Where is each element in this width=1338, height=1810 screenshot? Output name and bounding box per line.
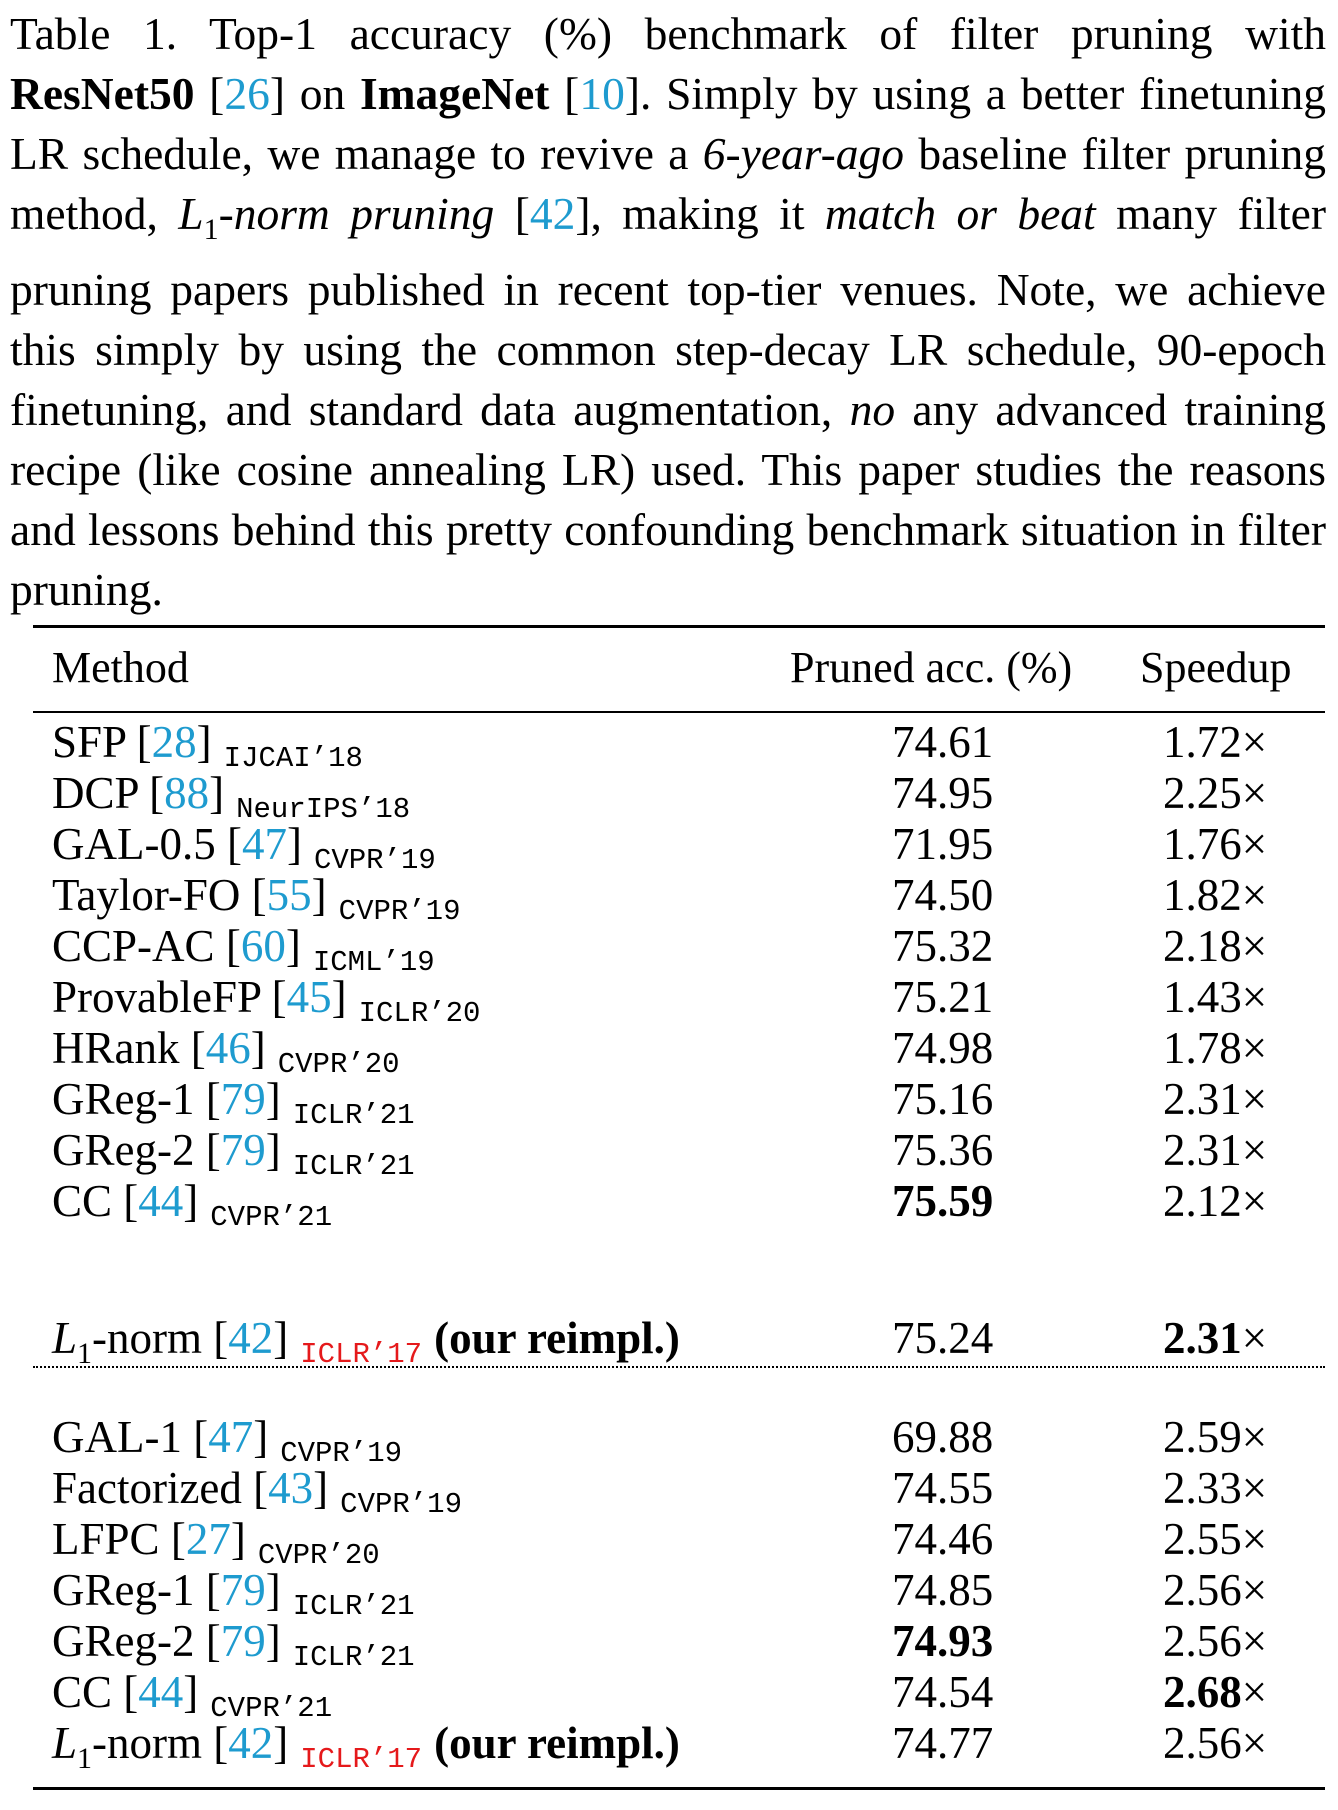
venue-label: CVPR’19	[340, 1488, 462, 1521]
acc-cell: 71.95	[892, 819, 994, 869]
method-cell: GReg-1 [79] $_{ICLR’21}$	[52, 1074, 415, 1132]
table-row-ours-2	[0, 1714, 1338, 1776]
citation-link[interactable]: 79	[220, 1074, 266, 1124]
venue-label: CVPR’20	[257, 1539, 380, 1572]
acc-cell: 74.50	[892, 870, 994, 920]
table-row	[0, 1172, 1338, 1234]
method-cell: LFPC [27] $_{CVPR’20}$	[52, 1514, 380, 1572]
method-cell: GReg-2 [79] $_{ICLR’21}$	[52, 1125, 415, 1183]
table-bottom-rule	[33, 1787, 1325, 1790]
citation-link[interactable]: 27	[185, 1514, 231, 1564]
table-row	[0, 815, 1338, 877]
speedup-cell: 1.82×	[1163, 870, 1268, 920]
header-pruned-acc: Pruned acc. (%)	[790, 643, 1073, 692]
acc-cell: 75.32	[892, 921, 994, 971]
venue-label: ICLR’17	[300, 1743, 423, 1776]
citation-link[interactable]: 28	[151, 717, 197, 767]
caption-l1-norm: $L_1$-norm pruning	[178, 188, 495, 247]
table-row	[0, 713, 1338, 775]
speedup-cell: 2.68×	[1163, 1667, 1268, 1717]
method-cell: CC [44] $_{CVPR’21}$	[52, 1667, 333, 1725]
citation-link[interactable]: 44	[138, 1667, 184, 1717]
speedup-cell: 1.43×	[1163, 972, 1268, 1022]
caption-text-1: Top-1 accuracy (%) benchmark of filter pruning with	[208, 8, 1326, 59]
citation-link[interactable]: 26	[224, 68, 270, 119]
speedup-cell: 2.18×	[1163, 921, 1268, 971]
speedup-cell: 1.76×	[1163, 819, 1268, 869]
table-top-rule	[33, 625, 1325, 628]
caption-match-or-beat: match or beat	[824, 188, 1096, 239]
caption-text-5: many filter pruning papers published in recent top-tier venues. Note, we achieve this simply by using the common step-decay LR schedule, 90-epoch finetuning, and standard data augmentation,	[10, 188, 1326, 436]
table-row	[0, 1561, 1338, 1623]
venue-label: ICLR’21	[292, 1099, 415, 1132]
acc-cell: 75.21	[892, 972, 994, 1022]
speedup-cell: 2.31×	[1163, 1125, 1268, 1175]
acc-cell: 74.55	[892, 1463, 994, 1513]
method-cell: ProvableFP [45] $_{ICLR’20}$	[52, 972, 481, 1030]
our-reimpl-label: (our reimpl.)	[434, 1313, 680, 1363]
speedup-cell: 1.72×	[1163, 717, 1268, 767]
acc-cell: 74.54	[892, 1667, 994, 1717]
caption-no: no	[849, 384, 896, 436]
venue-label: ICLR’21	[292, 1150, 415, 1183]
citation-link[interactable]: 88	[164, 768, 210, 818]
citation-link[interactable]: 42	[529, 188, 576, 239]
caption-text-3: baseline filter pruning method,	[10, 128, 1327, 239]
acc-cell: 74.93	[892, 1616, 994, 1666]
acc-cell: 74.46	[892, 1514, 994, 1564]
speedup-cell: 2.12×	[1163, 1176, 1268, 1226]
caption-resnet50: ResNet50	[10, 68, 195, 119]
citation-link[interactable]: 55	[266, 870, 312, 920]
citation-link[interactable]: 42	[228, 1313, 274, 1363]
table-row	[0, 968, 1338, 1030]
method-cell: $L_1$-norm [42] $_{ICLR’17}$ (our reimpl.)	[52, 1313, 680, 1371]
speedup-cell: 2.56×	[1163, 1565, 1268, 1615]
caption-imagenet: ImageNet	[359, 68, 550, 119]
table-row	[0, 764, 1338, 826]
speedup-cell: 2.56×	[1163, 1718, 1268, 1768]
speedup-cell: 1.78×	[1163, 1023, 1268, 1073]
table-dotted-rule	[33, 1366, 1325, 1368]
table-row	[0, 1459, 1338, 1521]
table-row	[0, 917, 1338, 979]
header-speedup: Speedup	[1140, 643, 1292, 692]
venue-label: ICLR’17	[300, 1338, 423, 1371]
acc-cell: 74.61	[892, 717, 994, 767]
venue-label: CVPR’19	[338, 895, 461, 928]
citation-link[interactable]: 44	[138, 1176, 184, 1226]
table-row	[0, 1070, 1338, 1132]
table-row	[0, 1510, 1338, 1572]
table-row	[0, 1121, 1338, 1183]
citation-link[interactable]: 79	[220, 1616, 266, 1666]
acc-cell: 74.85	[892, 1565, 994, 1615]
venue-label: ICLR’21	[292, 1590, 415, 1623]
citation-link[interactable]: 79	[220, 1565, 266, 1615]
method-cell: SFP [28] $_{IJCAI’18}$	[52, 717, 363, 775]
method-cell: GAL-1 [47] $_{CVPR’19}$	[52, 1412, 403, 1470]
citation-link[interactable]: 45	[286, 972, 332, 1022]
speedup-cell: 2.55×	[1163, 1514, 1268, 1564]
speedup-cell: 2.33×	[1163, 1463, 1268, 1513]
venue-label: ICML’19	[312, 946, 435, 979]
acc-cell: 75.24	[892, 1313, 994, 1363]
citation-link[interactable]: 47	[208, 1412, 254, 1462]
acc-cell: 75.59	[892, 1176, 994, 1226]
citation-link[interactable]: 47	[241, 819, 287, 869]
method-cell: GReg-2 [79] $_{ICLR’21}$	[52, 1616, 415, 1674]
venue-label: CVPR’20	[277, 1048, 400, 1081]
speedup-cell: 2.31×	[1163, 1313, 1268, 1363]
venue-label: ICLR’20	[358, 997, 481, 1030]
table-caption: Table 1. Top-1 accuracy (%) benchmark of filter pruning with ResNet50 [26] on ImageNet [10]. Simply by using a better finetuning LR schedule, we manage to revive a 6-year-ago baseline filter pruning method, $L_1$-norm pruning [42], making it match or beat many filter pruning papers published in recent top-tier venues. Note, we achieve this simply by using the common step-decay LR schedule, 90-epoch finetuning, and standard data augmentation, no any advanced training recipe (like cosine annealing LR) used. This paper studies the reasons and lessons behind this pretty confounding benchmark situation in filter pruning.	[10, 8, 1327, 616]
acc-cell: 75.36	[892, 1125, 994, 1175]
venue-label: CVPR’21	[210, 1692, 333, 1725]
venue-label: ICLR’21	[292, 1641, 415, 1674]
table-row	[0, 1612, 1338, 1674]
method-cell: GReg-1 [79] $_{ICLR’21}$	[52, 1565, 415, 1623]
caption-label: Table 1.	[10, 8, 178, 59]
our-reimpl-label: (our reimpl.)	[434, 1718, 680, 1768]
citation-link[interactable]: 79	[220, 1125, 266, 1175]
citation-link[interactable]: 46	[205, 1023, 251, 1073]
citation-link[interactable]: 43	[268, 1463, 314, 1513]
method-cell: GAL-0.5 [47] $_{CVPR’19}$	[52, 819, 436, 877]
citation-link[interactable]: 60	[240, 921, 286, 971]
venue-label: CVPR’19	[280, 1437, 403, 1470]
caption-text-2: . Simply by using a better finetuning LR schedule, we manage to revive a	[10, 68, 1327, 179]
table-row-cc-2	[0, 1663, 1338, 1725]
caption-text-6: any advanced training recipe (like cosine annealing LR) used. This paper studies the reasons and lessons behind this pretty confounding benchmark situation in filter pruning.	[10, 384, 1327, 616]
speedup-cell: 2.25×	[1163, 768, 1268, 818]
citation-link[interactable]: 42	[228, 1718, 274, 1768]
method-cell: Factorized [43] $_{CVPR’19}$	[52, 1463, 462, 1521]
header-method: Method	[52, 643, 189, 692]
acc-cell: 74.95	[892, 768, 994, 818]
method-cell: HRank [46] $_{CVPR’20}$	[52, 1023, 400, 1081]
method-cell: DCP [88] $_{NeurIPS’18}$	[52, 768, 411, 826]
table-row-ours-1	[0, 1309, 1338, 1371]
speedup-cell: 2.59×	[1163, 1412, 1268, 1462]
table-row	[0, 1019, 1338, 1081]
table-row	[0, 1408, 1338, 1470]
caption-on: on	[299, 68, 346, 119]
method-cell: Taylor-FO [55] $_{CVPR’19}$	[52, 870, 461, 928]
acc-cell: 69.88	[892, 1412, 994, 1462]
method-cell: $L_1$-norm [42] $_{ICLR’17}$ (our reimpl.)	[52, 1718, 680, 1776]
acc-cell: 74.98	[892, 1023, 994, 1073]
table-row	[0, 866, 1338, 928]
venue-label: IJCAI’18	[223, 742, 363, 775]
method-cell: CCP-AC [60] $_{ICML’19}$	[52, 921, 435, 979]
citation-link[interactable]: 10	[579, 68, 625, 119]
venue-label: NeurIPS’18	[236, 793, 411, 826]
venue-label: CVPR’19	[313, 844, 436, 877]
speedup-cell: 2.31×	[1163, 1074, 1268, 1124]
venue-label: CVPR’21	[210, 1201, 333, 1234]
caption-six-year: 6-year-ago	[702, 128, 904, 179]
acc-cell: 75.16	[892, 1074, 994, 1124]
method-cell: CC [44] $_{CVPR’21}$	[52, 1176, 333, 1234]
speedup-cell: 2.56×	[1163, 1616, 1268, 1666]
caption-text-4: , making it	[590, 188, 805, 239]
acc-cell: 74.77	[892, 1718, 994, 1768]
